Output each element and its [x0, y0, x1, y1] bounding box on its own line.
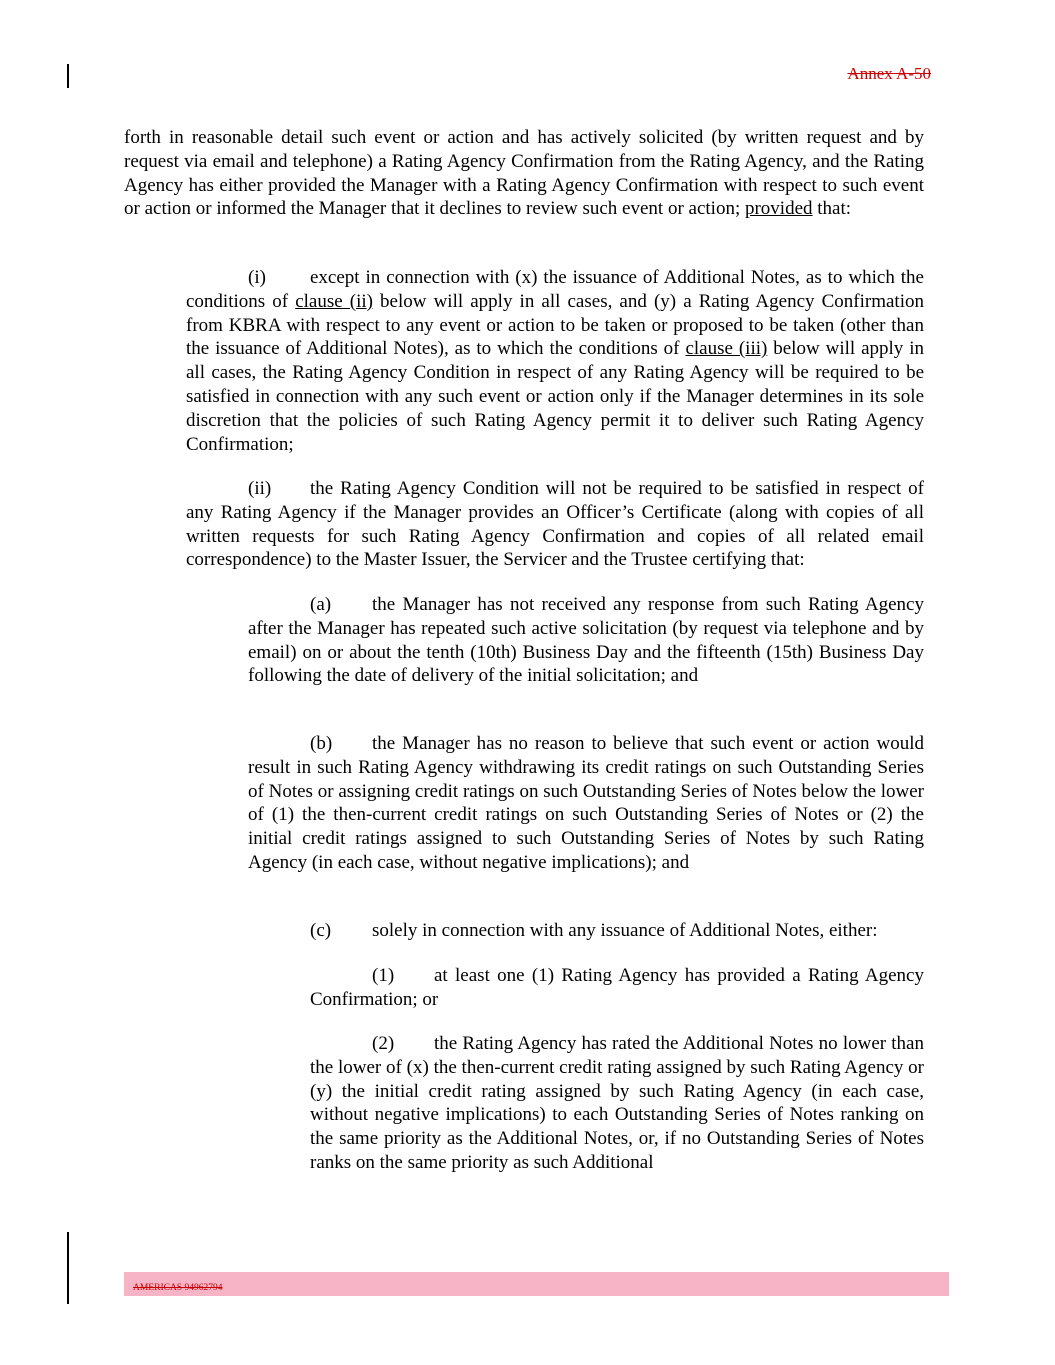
clause-ii-text: the Rating Agency Condition will not be required to be satisfied in respect of any Rating Agency if the Manager provides an Officer’s Certificate (along with copies of all written requests for such Rating Agency Confirmation and copies of all related email correspondence) to the Master Issuer, the Servicer and the Trustee certifying that:: [186, 478, 924, 571]
clause-b-paragraph: [248, 732, 924, 875]
change-bar-top: [67, 64, 69, 88]
clause-ii-reference: clause (ii): [295, 290, 373, 312]
clause-a-paragraph: [248, 593, 924, 688]
footer-document-code: AMERICAS 94962794: [133, 1283, 223, 1293]
annex-page-label: Annex A-50: [847, 64, 931, 83]
intro-text: forth in reasonable detail such event or action and has actively solicited (by written request and by request via email and telephone) a Rating Agency Confirmation from the Rating Agency, and the Rating Agency has either provided the Manager with a Rating Agency Confirmation with respect to such event or action or informed the Manager that it declines to review such event or action;: [124, 127, 924, 220]
clause-ii-label: (ii): [248, 478, 272, 499]
change-bar-bottom: [67, 1232, 69, 1304]
clause-a-text: the Manager has not received any response from such Rating Agency after the Manager has repeated such active solicitation (by request via telephone and by email) on or about the tenth (10th) Business Day and the fifteenth (15th) Business Day following the date of delivery of the initial solicitation; and: [248, 594, 924, 687]
clause-b-text: the Manager has no reason to believe that such event or action would result in such Rating Agency withdrawing its credit ratings on such Outstanding Series of Notes or assigning credit ratings on such Outstanding Series of Notes below the lower of (1) the then-current credit ratings on such Outstanding Series of Notes or (2) the initial credit ratings assigned to such Outstanding Series of Notes by such Rating Agency (in each case, without negative implications); and: [248, 733, 924, 873]
clause-1-text: at least one (1) Rating Agency has provided a Rating Agency Confirmation; or: [310, 965, 924, 1010]
intro-text-end: that:: [812, 198, 852, 220]
clause-i-paragraph: [186, 266, 924, 456]
clause-i-text-2: below will apply in all cases, and (y) a Rating Agency Confirmation from KBRA with respect to any event or action to be taken or proposed to be taken (other than the issuance of Additional Notes), as to which the conditions of: [186, 290, 924, 360]
clause-i-text-3: below will apply in all cases, the Rating Agency Condition in respect of any Rating Agency will be required to be satisfied in connection with any such event or action only if the Manager determines in its sole discretion that the policies of such Rating Agency permit it to deliver such Rating Agency Confirmation;: [186, 338, 925, 455]
clause-1-label: (1): [372, 965, 395, 986]
clause-i-label: (i): [248, 267, 266, 288]
clause-2-paragraph: [310, 1032, 924, 1175]
clause-1-paragraph: [310, 964, 924, 1012]
intro-paragraph: [124, 126, 924, 221]
clause-2-text: the Rating Agency has rated the Additional Notes no lower than the lower of (x) the then-current credit rating assigned by such Rating Agency or (y) the initial credit rating assigned by such Rating Agency (in each case, without negative implications) to each Outstanding Series of Notes ranking on the same priority as the Additional Notes, or, if no Outstanding Series of Notes ranks on the same priority as such Additional: [310, 1033, 924, 1173]
clause-c-text: solely in connection with any issuance of Additional Notes, either:: [372, 920, 878, 941]
clause-2-label: (2): [372, 1033, 395, 1054]
clause-a-label: (a): [310, 594, 332, 615]
clause-c-paragraph: [248, 919, 924, 943]
clause-iii-reference: clause (iii): [685, 338, 768, 360]
provided-term: provided: [744, 198, 813, 220]
clause-ii-paragraph: [186, 477, 924, 572]
clause-i-text: except in connection with (x) the issuance of Additional Notes, as to which the conditions of: [186, 267, 924, 312]
clause-c-label: (c): [310, 920, 332, 941]
footer-highlight-band: [124, 1272, 949, 1296]
clause-b-label: (b): [310, 733, 333, 754]
